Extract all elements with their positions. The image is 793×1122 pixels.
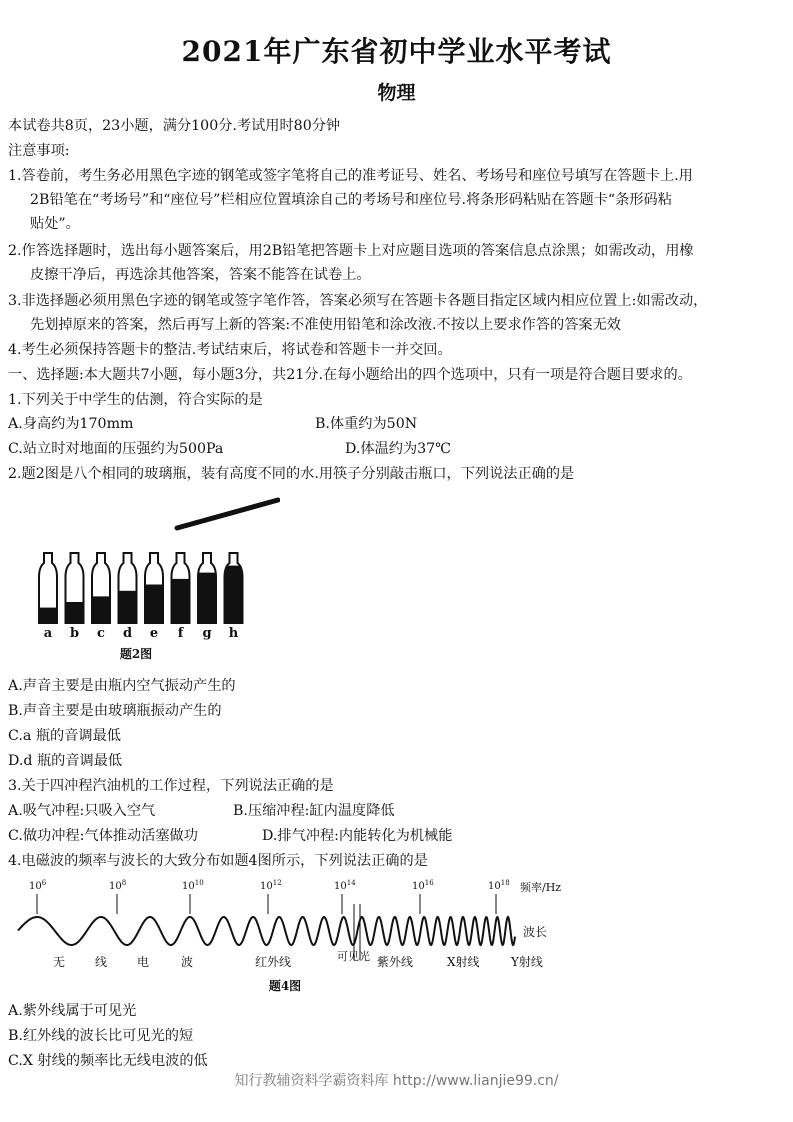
q1-option-d: D.体温约为37℃ bbox=[345, 441, 452, 457]
q4-option-b: B.红外线的波长比可见光的短 bbox=[8, 1028, 194, 1044]
q2-option-c: C.a 瓶的音调最低 bbox=[8, 728, 121, 744]
water-e bbox=[146, 585, 162, 624]
frequency-axis-label: 频率/Hz bbox=[520, 881, 562, 894]
bottle-label-c: c bbox=[97, 626, 105, 641]
freq-tick-label-4: $10^{14}$ bbox=[334, 879, 356, 892]
wavelength-label: 波长 bbox=[523, 925, 548, 939]
q2-option-d: D.d 瓶的音调最低 bbox=[8, 753, 123, 769]
q1-stem: 1.下列关于中学生的估测，符合实际的是 bbox=[8, 392, 263, 408]
intro-text: 本试卷共8页，23小题，满分100分.考试用时80分钟 bbox=[8, 118, 341, 134]
q3-option-c: C.做功冲程:气体推动活塞做功 bbox=[8, 828, 198, 844]
band-radio-4: 波 bbox=[181, 955, 194, 969]
q4-option-a: A.紫外线属于可见光 bbox=[8, 1003, 137, 1019]
bottle-label-b: b bbox=[69, 626, 80, 641]
freq-tick-label-2: $10^{10}$ bbox=[182, 879, 204, 892]
q3-option-a: A.吸气冲程:只吸入空气 bbox=[8, 803, 156, 819]
wave-curve bbox=[18, 917, 515, 945]
q4-option-c: C.X 射线的频率比无线电波的低 bbox=[8, 1053, 208, 1069]
freq-tick-label-5: $10^{16}$ bbox=[412, 879, 434, 892]
q4-em-spectrum-figure bbox=[15, 874, 595, 999]
q1-option-a: A.身高约为170mm bbox=[8, 416, 134, 432]
band-xray: X射线 bbox=[447, 955, 480, 969]
exam-title: 2021年广东省初中学业水平考试 bbox=[181, 35, 612, 68]
band-radio-2: 线 bbox=[95, 955, 108, 969]
bottle-label-f: f bbox=[177, 626, 184, 641]
note-2-line-2: 皮擦干净后，再选涂其他答案，答案不能答在试卷上。 bbox=[30, 267, 371, 283]
q2-option-a: A.声音主要是由瓶内空气振动产生的 bbox=[8, 678, 236, 694]
bottle-label-a: a bbox=[43, 626, 53, 641]
footer-watermark: 知行教辅资料学霸资料库 http://www.lianjie99.cn/ bbox=[234, 1073, 559, 1089]
water-b bbox=[67, 602, 83, 623]
q2-option-b: B.声音主要是由玻璃瓶振动产生的 bbox=[8, 703, 222, 719]
water-a bbox=[40, 608, 56, 623]
q3-option-d: D.排气冲程:内能转化为机械能 bbox=[262, 828, 453, 844]
note-3-line-2: 先划掉原来的答案，然后再写上新的答案:不准使用铅笔和涂改液.不按以上要求作答的答案无效 bbox=[30, 317, 621, 333]
note-1-line-2: 2B铅笔在“考场号”和“座位号”栏相应位置填涂自己的考场号和座位号.将条形码粘贴在答题卡“条形码粘 bbox=[30, 192, 672, 208]
note-2-line-1: 2.作答选择题时，选出每小题答案后，用2B铅笔把答题卡上对应题目选项的答案信息点涂黑；如需改动，用橡 bbox=[8, 243, 694, 259]
q1-option-c: C.站立时对地面的压强约为500Pa bbox=[8, 441, 224, 457]
bottle-label-g: g bbox=[202, 626, 212, 641]
q2-figure-caption: 题2图 bbox=[119, 647, 153, 661]
note-3-line-1: 3.非选择题必须用黑色字迹的钢笔或签字笔作答，答案必须写在答题卡各题目指定区域内相应位置上:如需改动， bbox=[8, 293, 708, 309]
q2-stem: 2.题2图是八个相同的玻璃瓶，装有高度不同的水.用筷子分别敲击瓶口，下列说法正确的是 bbox=[8, 466, 575, 482]
band-infrared: 红外线 bbox=[255, 955, 292, 969]
chopstick bbox=[177, 500, 278, 528]
note-1-line-1: 1.答卷前，考生务必用黑色字迹的钢笔或签字笔将自己的准考证号、姓名、考场号和座位号填写在答题卡上.用 bbox=[8, 168, 693, 184]
band-visible: 可见光 bbox=[337, 950, 370, 963]
q3-stem: 3.关于四冲程汽油机的工作过程，下列说法正确的是 bbox=[8, 778, 334, 794]
notes-title: 注意事项: bbox=[8, 143, 70, 159]
freq-tick-label-6: $10^{18}$ bbox=[488, 879, 510, 892]
section-1-heading: 一、选择题:本大题共7小题，每小题3分，共21分.在每小题给出的四个选项中，只有一项是符合题目要求的。 bbox=[8, 367, 692, 383]
note-1-line-3: 贴处”。 bbox=[30, 216, 80, 232]
freq-tick-label-0: $10^6$ bbox=[29, 879, 47, 892]
bottle-label-h: h bbox=[228, 626, 239, 641]
note-4: 4.考生必须保持答题卡的整洁.考试结束后，将试卷和答题卡一并交回。 bbox=[8, 342, 452, 358]
water-d bbox=[120, 591, 136, 623]
band-gamma: Y射线 bbox=[511, 955, 543, 969]
band-radio-1: 无 bbox=[53, 955, 66, 969]
band-radio-3: 电 bbox=[137, 955, 150, 969]
water-h bbox=[226, 566, 242, 623]
freq-tick-label-3: $10^{12}$ bbox=[260, 879, 282, 892]
water-c bbox=[93, 596, 109, 623]
q4-stem: 4.电磁波的频率与波长的大致分布如题4图所示，下列说法正确的是 bbox=[8, 853, 428, 869]
bottle-label-e: e bbox=[149, 626, 159, 641]
q1-option-b: B.体重约为50N bbox=[315, 416, 418, 432]
freq-tick-label-1: $10^8$ bbox=[109, 879, 127, 892]
water-f bbox=[173, 579, 189, 623]
bottle-label-d: d bbox=[122, 626, 133, 641]
q4-figure-caption: 题4图 bbox=[268, 979, 302, 993]
exam-subject: 物理 bbox=[377, 82, 416, 104]
band-ultraviolet: 紫外线 bbox=[377, 955, 414, 969]
q3-option-b: B.压缩冲程:缸内温度降低 bbox=[233, 803, 395, 819]
q2-bottle-figure bbox=[30, 495, 280, 665]
water-g bbox=[199, 573, 215, 623]
